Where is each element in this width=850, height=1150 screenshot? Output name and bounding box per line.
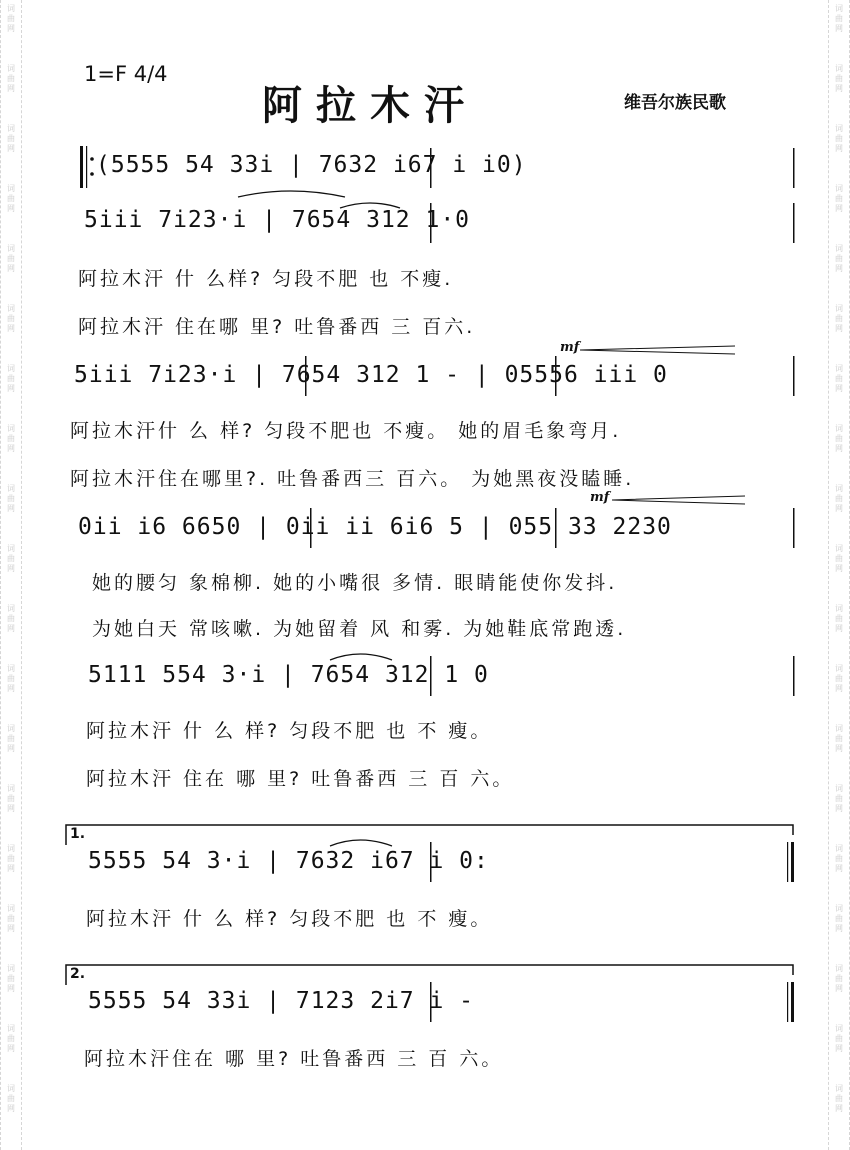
watermark-mark: 词 曲 网	[835, 604, 843, 633]
watermark-mark: 词 曲 网	[835, 244, 843, 273]
watermark-mark: 词 曲 网	[835, 64, 843, 93]
sec4-lyric-verse2: 阿拉木汗 住在 哪 里? 吐鲁番西 三 百 六。	[86, 768, 515, 790]
watermark-mark: 词 曲 网	[7, 844, 15, 873]
watermark-mark: 词 曲 网	[7, 664, 15, 693]
watermark-mark: 词 曲 网	[7, 964, 15, 993]
watermark-mark: 词 曲 网	[835, 1084, 843, 1113]
watermark-mark: 词 曲 网	[7, 484, 15, 513]
sec4-lyric-verse1: 阿拉木汗 什 么 样? 匀段不肥 也 不 瘦。	[86, 720, 493, 742]
sec2-notation: 5iii 7i23·i | 7654 312 1 - | 05556 iii 0	[74, 362, 668, 388]
sec3-notation: 0ii i6 6650 | 0ii ii 6i6 5 | 055 33 2230	[78, 514, 672, 540]
watermark-mark: 词 曲 网	[835, 304, 843, 333]
watermark-mark: 词 曲 网	[7, 724, 15, 753]
final-barline-thin	[787, 982, 788, 1022]
sec3-lyric-verse1: 她的腰匀 象棉柳. 她的小嘴很 多情. 眼睛能使你发抖.	[92, 572, 618, 594]
sec2-lyric-verse2: 阿拉木汗住在哪里?. 吐鲁番西三 百六。 为她黑夜没瞌睡.	[70, 468, 635, 490]
dynamic-mf: mf	[590, 490, 610, 505]
ending1-notation: 5555 54 3·i | 7632 i67 i 0:	[88, 848, 489, 874]
volta-bracket-2	[66, 965, 793, 985]
repeat-start-thick	[80, 146, 83, 188]
hairpin	[580, 346, 735, 354]
barline	[793, 148, 795, 188]
watermark-mark: 词 曲 网	[7, 244, 15, 273]
watermark-mark: 词 曲 网	[7, 424, 15, 453]
watermark-mark: 词 曲 网	[835, 4, 843, 33]
barline	[793, 203, 795, 243]
volta-bracket-1	[66, 825, 793, 845]
sec1-lyric-verse2: 阿拉木汗 住在哪 里? 吐鲁番西 三 百六.	[78, 316, 476, 338]
slur	[330, 840, 392, 846]
song-title: 阿拉木汗	[262, 83, 478, 129]
slur	[330, 654, 392, 660]
key-signature: 1=F 4/4	[84, 62, 168, 86]
watermark-mark: 词 曲 网	[7, 124, 15, 153]
dynamic-mf: mf	[560, 340, 580, 355]
watermark-mark: 词 曲 网	[835, 1024, 843, 1053]
watermark-mark: 词 曲 网	[835, 904, 843, 933]
sec2-lyric-verse1: 阿拉木汗什 么 样? 匀段不肥也 不瘦。 她的眉毛象弯月.	[70, 420, 622, 442]
watermark-mark: 词 曲 网	[835, 784, 843, 813]
barline	[793, 508, 795, 548]
watermark-mark: 词 曲 网	[835, 184, 843, 213]
song-origin: 维吾尔族民歌	[624, 93, 726, 113]
watermark-mark: 词 曲 网	[835, 544, 843, 573]
repeat-dot	[90, 157, 94, 161]
watermark-mark: 词 曲 网	[7, 784, 15, 813]
watermark-mark: 词 曲 网	[7, 64, 15, 93]
watermark-mark: 词 曲 网	[835, 844, 843, 873]
watermark-mark: 词 曲 网	[7, 184, 15, 213]
slur	[238, 191, 345, 197]
repeat-end-thin	[787, 842, 788, 882]
sec1-lyric-verse1: 阿拉木汗 什 么样? 匀段不肥 也 不瘦.	[78, 268, 454, 290]
watermark-mark: 词 曲 网	[7, 904, 15, 933]
barline	[793, 656, 795, 696]
watermark-mark: 词 曲 网	[835, 124, 843, 153]
sec1-notation: 5iii 7i23·i | 7654 312 1·0	[84, 207, 471, 233]
sec3-lyric-verse2: 为她白天 常咳嗽. 为她留着 风 和雾. 为她鞋底常跑透.	[92, 618, 627, 640]
watermark-mark: 词 曲 网	[7, 1024, 15, 1053]
ending1-lyric: 阿拉木汗 什 么 样? 匀段不肥 也 不 瘦。	[86, 908, 493, 930]
watermark-mark: 词 曲 网	[835, 424, 843, 453]
sec4-notation: 5111 554 3·i | 7654 312 1 0	[88, 662, 489, 688]
ending2-lyric: 阿拉木汗住在 哪 里? 吐鲁番西 三 百 六。	[84, 1048, 504, 1070]
final-barline-thick	[791, 982, 794, 1022]
watermark-mark: 词 曲 网	[7, 4, 15, 33]
watermark-mark: 词 曲 网	[7, 604, 15, 633]
watermark-mark: 词 曲 网	[835, 484, 843, 513]
barline	[793, 356, 795, 396]
watermark-mark: 词 曲 网	[835, 364, 843, 393]
watermark-mark: 词 曲 网	[7, 304, 15, 333]
repeat-start-thin	[86, 146, 87, 188]
volta-label-2: 2.	[70, 966, 86, 982]
volta-label-1: 1.	[70, 826, 86, 842]
intro-notation: (5555 54 33i | 7632 i67 i i0)	[96, 152, 527, 178]
ending2-notation: 5555 54 33i | 7123 2i7 i -	[88, 988, 475, 1014]
watermark-mark: 词 曲 网	[835, 664, 843, 693]
watermark-mark: 词 曲 网	[7, 364, 15, 393]
watermark-mark: 词 曲 网	[7, 544, 15, 573]
watermark-mark: 词 曲 网	[835, 724, 843, 753]
repeat-dot	[90, 172, 94, 176]
watermark-mark: 词 曲 网	[7, 1084, 15, 1113]
hairpin	[612, 496, 745, 504]
repeat-end-thick	[791, 842, 794, 882]
watermark-mark: 词 曲 网	[835, 964, 843, 993]
